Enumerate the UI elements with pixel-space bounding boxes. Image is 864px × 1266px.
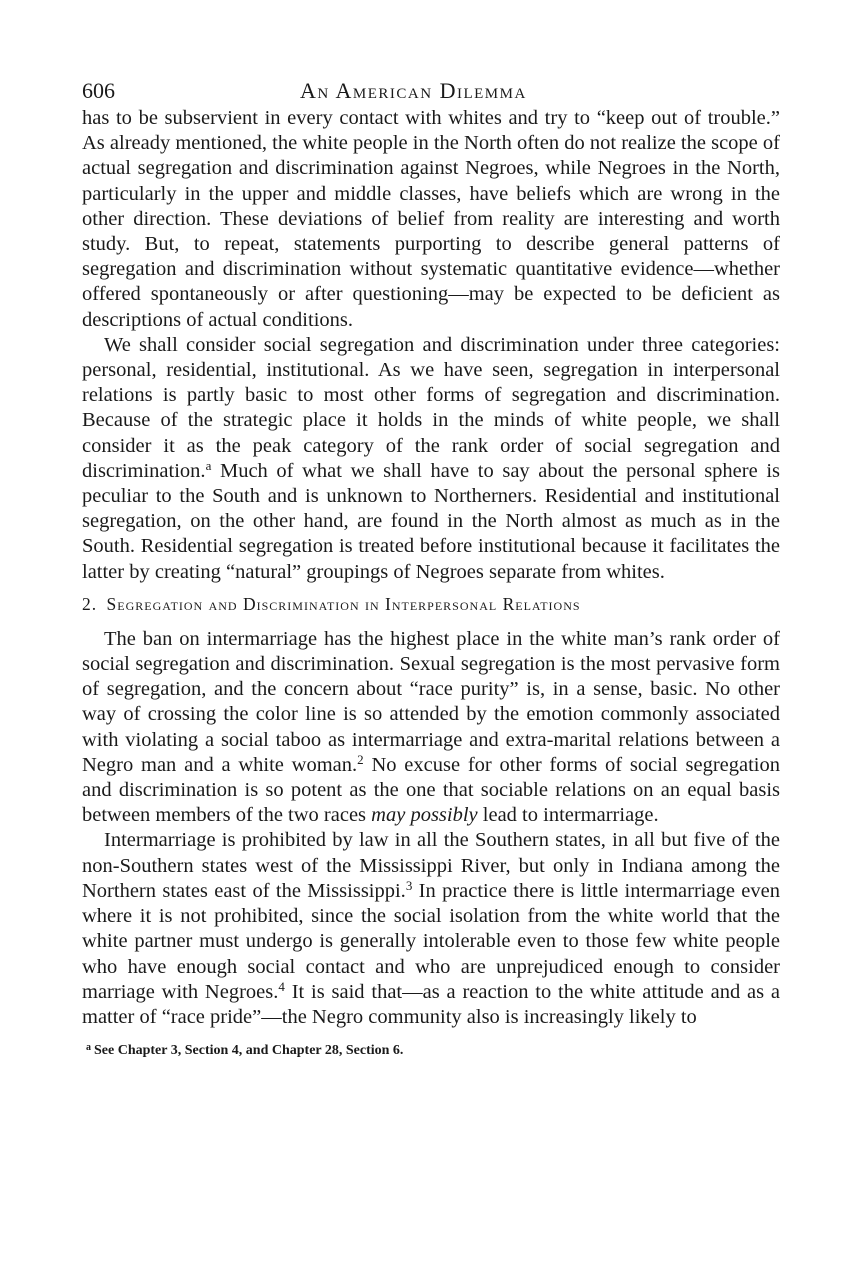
- footnote: [86, 1038, 780, 1061]
- page-number: 606: [82, 78, 115, 103]
- paragraph-1-text: has to be subservient in every contact with whites and try to “keep out of trouble.” As already mentioned, the white people in the North often do not realize the scope of actual segregation and discrimination against Negroes, while Negroes in the North, particularly in the upper and middle classes, have beliefs which are wrong in the other direction. These deviations of belief from reality are interesting and worth study. But, to repeat, statements purporting to describe general patterns of segregation and discrimination without systematic quantitative evidence—whether offered spontaneously or after questioning—may be expected to be deficient as descriptions of actual conditions.: [82, 107, 780, 331]
- paragraph-3-text-a: The ban on intermarriage has the highest place in the white man’s rank order of social segregation and discrimination. Sexual segregation is the most pervasive form of segregation, and the concern about “race purity” is, in a sense, basic. No other way of crossing the color line is so attended by the emotion commonly associated with violating a social taboo as intermarriage and extra-marital relations between a Negro man and a white woman.: [82, 627, 780, 776]
- paragraph-4-text-c: It is said that—as a reaction to the white attitude and as a matter of “race pride”—the Negro community also is increasingly likely to: [82, 980, 781, 1028]
- footnote-ref-3: 3: [405, 877, 413, 893]
- book-page: [82, 76, 780, 1061]
- paragraph-1: [82, 106, 780, 333]
- paragraph-3-text-c: lead to intermarriage.: [477, 804, 659, 827]
- paragraph-3: [82, 627, 780, 829]
- paragraph-3-text-b: No excuse for other forms of social segregation and discrimination is so potent as the one that sociable relations on an equal basis between members of the two races: [82, 753, 780, 827]
- paragraph-2-text-b: Much of what we shall have to say about the personal sphere is peculiar to the South and is unknown to Northerners. Residential and institutional segregation, on the other hand, are found in the North almost as much as in the South. Residential segregation is treated before institutional because it facilitates the latter by creating “natural” groupings of Negroes separate from whites.: [82, 459, 780, 583]
- paragraph-4: [82, 828, 780, 1030]
- footnote-ref-4: 4: [278, 978, 285, 994]
- section-title: Segregation and Discrimination in Interpersonal Relations: [106, 593, 581, 614]
- footnote-mark: a: [86, 1042, 91, 1054]
- body-text: [82, 106, 780, 1030]
- paragraph-2: [82, 333, 780, 585]
- footnote-marker-a: a: [205, 457, 212, 473]
- running-head: [82, 76, 780, 106]
- paragraph-4-text-a: Intermarriage is prohibited by law in all the Southern states, in all but five of the non-Southern states west of the Mississippi River, but only in Indiana among the Northern states east of the Mississippi.: [82, 829, 780, 902]
- paragraph-4-text-b: In practice there is little intermarriage even where it is not prohibited, since the social isolation from the white world that the white partner must undergo is generally intolerable even to those few white people who have enough social contact and who are unprejudiced enough to consider marriage with Negroes.: [82, 879, 780, 1003]
- paragraph-3-italic: may possibly: [371, 804, 478, 827]
- paragraph-2-text-a: We shall consider social segregation and discrimination under three categories: personal, residential, institutional. As we have seen, segregation in interpersonal relations is partly basic to most other forms of segregation and discrimination. Because of the strategic place it holds in the minds of white people, we shall consider it as the peak category of the rank order of social segregation and discrimination.: [82, 333, 780, 482]
- footnote-ref-2: 2: [357, 751, 364, 767]
- section-number: 2.: [82, 593, 98, 614]
- footnote-text: See Chapter 3, Section 4, and Chapter 28, Section 6.: [94, 1043, 404, 1059]
- section-heading: [82, 591, 780, 617]
- book-title: An American Dilemma: [300, 78, 527, 103]
